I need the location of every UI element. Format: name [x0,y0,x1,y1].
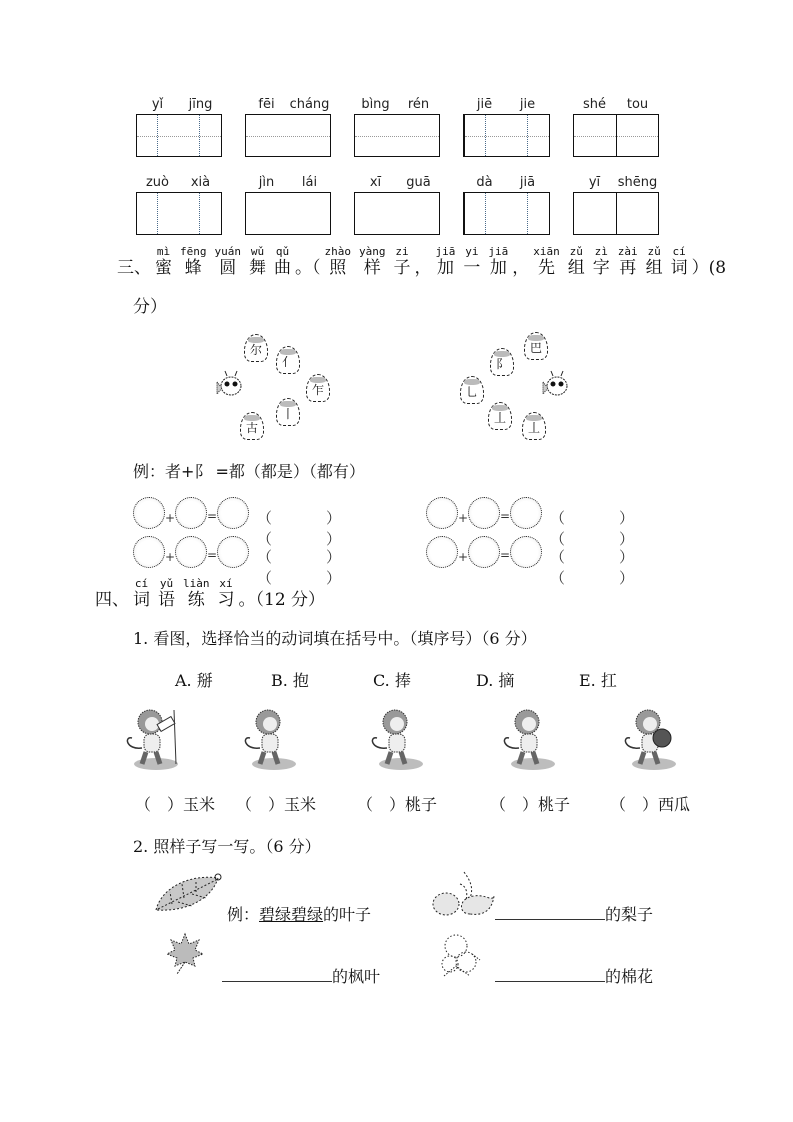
ruby-hanzi: ）(8 [691,258,727,278]
writing-grid[interactable] [354,114,440,157]
ruby-char [359,246,386,278]
answer-circle[interactable] [175,497,207,529]
ruby-hanzi: 照 [329,258,347,278]
honey-jar: 巴 [524,332,548,360]
q2-prompt: 2. 照样子写一写。（6 分） [133,837,321,856]
bee-icon [540,370,570,396]
honey-jar: 阝 [490,348,514,376]
example-underlined: 碧绿碧绿 [259,905,324,924]
pinyin-syllable: dà [476,175,493,190]
ruby-hanzi: 蜂 [184,258,202,278]
pinyin-syllable: yī [588,175,601,190]
pinyin [245,97,331,113]
ruby-hanzi: 圆 [219,258,237,278]
ruby-char [512,246,529,278]
ruby-hanzi: 练 [187,590,205,610]
ruby-hanzi: 。（ [295,258,321,278]
answer-line[interactable] [495,981,605,982]
ruby-char [215,246,242,278]
pinyin-syllable: jie [519,97,536,112]
ruby-hanzi: 舞 [249,258,266,278]
ruby-pinyin: zǔ [569,245,583,258]
honey-jar: 乍 [306,374,330,402]
answer-parens[interactable]: （ ）（ ） [550,509,643,548]
ruby-pinyin [512,246,529,258]
ruby-char [568,246,585,278]
answer-circle[interactable] [510,497,542,529]
pinyin [463,175,549,191]
pinyin-syllable: xī [369,175,382,190]
ruby-char [671,246,688,278]
answer-circle[interactable] [175,536,207,568]
ruby-pinyin: cí [134,577,149,590]
writing-grid[interactable] [573,114,659,157]
fill-verb-blank[interactable]: （ ）玉米 [236,795,317,814]
answer-circle[interactable] [426,497,458,529]
ruby-hanzi: 加 [436,258,454,278]
ruby-hanzi: 子 [393,258,411,278]
ruby-pinyin: cí [672,245,686,258]
q2-example [227,902,371,925]
ruby-pinyin [415,246,432,258]
answer-line[interactable] [495,919,605,920]
ruby-char [692,246,726,278]
ruby-hanzi: 组 [567,258,585,278]
ruby-pinyin: zài [617,245,638,258]
blank-cotton-label: 的棉花 [605,967,654,986]
blank-pear[interactable] [495,902,653,925]
verb-option: B. 抱 [271,671,309,690]
ruby-char [436,246,456,278]
ruby-hanzi: 词 [670,258,688,278]
blank-maple-label: 的枫叶 [332,967,381,986]
writing-grid[interactable] [573,192,659,235]
section3-heading [117,246,726,278]
word-equation[interactable] [426,536,686,587]
answer-parens[interactable]: （ ）（ ） [550,548,643,587]
honey-jar: 古 [240,412,264,440]
ruby-pinyin: mì [156,245,171,258]
word-equation[interactable] [426,497,686,548]
equals-sign: = [500,509,511,523]
ruby-hanzi: 一 [463,258,481,278]
ruby-hanzi: 加 [489,258,507,278]
pinyin-syllable: xià [190,175,211,190]
pinyin [136,175,222,191]
ruby-char [295,246,321,278]
section4-number: 四、 [95,590,129,610]
ruby-hanzi: 再 [619,258,637,278]
word-equation[interactable] [133,497,393,548]
ruby-pinyin [692,246,726,258]
blank-maple[interactable] [222,964,380,987]
section3-example: 例：者+阝 =都（都是）（都有） [133,462,365,481]
answer-circle[interactable] [426,536,458,568]
q1-prompt: 1. 看图，选择恰当的动词填在括号中。（填序号）（6 分） [133,629,537,648]
ruby-pinyin: yàng [359,245,386,258]
cotton-icon [436,930,486,980]
answer-circle[interactable] [468,536,500,568]
ruby-char [155,246,172,278]
honey-jar: 亻 [276,346,300,374]
ruby-pinyin: xiān [533,245,560,258]
pinyin [573,97,659,113]
ruby-hanzi: 样 [363,258,381,278]
pinyin-syllable: jīng [188,97,213,112]
ruby-char [133,578,150,610]
honey-jar: 丨 [276,398,300,426]
ruby-char [488,246,508,278]
pinyin-syllable: yǐ [151,97,164,112]
ruby-char [463,246,480,278]
equals-sign: = [207,509,218,523]
ruby-hanzi: ， [512,258,530,278]
monkey-picture [238,706,298,770]
ruby-hanzi: 蜜 [155,258,172,278]
pinyin-syllable: rén [407,97,430,112]
ruby-pinyin: qǔ [275,245,290,258]
ruby-char [158,578,175,610]
writing-grid[interactable] [136,192,222,235]
ruby-pinyin: zǔ [647,245,661,258]
pinyin-syllable: shēng [617,175,658,190]
answer-circle[interactable] [217,497,249,529]
pinyin [573,175,659,191]
pinyin-syllable: tou [626,97,649,112]
answer-parens[interactable]: （ ）（ ） [257,509,350,548]
example-label: 例： [227,905,260,924]
verb-option: A. 掰 [175,671,213,690]
ruby-pinyin: fēng [180,245,207,258]
fill-verb-blank[interactable]: （ ）桃子 [490,795,571,814]
ruby-pinyin: zhào [324,245,351,258]
plus-sign: + [458,511,469,525]
plus-sign: + [165,550,176,564]
plus-sign: + [458,550,469,564]
ruby-hanzi: 词 [133,590,150,610]
pinyin [245,175,331,191]
honey-jar: 尔 [244,334,268,362]
answer-line[interactable] [222,981,332,982]
ruby-hanzi: 语 [158,590,175,610]
pinyin-syllable: cháng [289,97,330,112]
pinyin [463,97,549,113]
ruby-char [180,246,207,278]
fill-verb-blank[interactable]: （ ）玉米 [135,795,216,814]
honey-jar: 丄 [522,412,546,440]
writing-grid[interactable] [245,192,331,235]
verb-option: E. 扛 [579,671,617,690]
verb-option: D. 摘 [476,671,515,690]
answer-circle[interactable] [133,536,165,568]
ruby-pinyin: liàn [183,577,210,590]
ruby-hanzi: ， [414,258,432,278]
answer-circle[interactable] [468,497,500,529]
ruby-char [415,246,432,278]
writing-grid[interactable] [136,114,222,157]
ruby-hanzi: 。（12 分） [238,590,326,610]
fill-verb-blank[interactable]: （ ）桃子 [357,795,438,814]
ruby-pinyin: yi [465,245,479,258]
ruby-pinyin: xí [219,577,233,590]
ruby-pinyin: jiā [435,245,456,258]
pinyin-syllable: shé [582,97,606,112]
ruby-hanzi: 组 [645,258,663,278]
plus-sign: + [165,511,176,525]
ruby-pinyin: zi [395,245,409,258]
ruby-char [274,246,291,278]
ruby-pinyin [295,246,321,258]
ruby-char [533,246,560,278]
equals-sign: = [500,548,511,562]
monkey-picture [497,706,557,770]
answer-circle[interactable] [217,536,249,568]
writing-grid[interactable] [245,114,331,157]
blank-cotton[interactable] [495,964,653,987]
ruby-pinyin: yǔ [159,577,174,590]
maple-leaf-icon [165,932,205,976]
answer-parens[interactable]: （ ）（ ） [257,548,350,587]
example-rest: 的叶子 [323,905,372,924]
section4-heading [95,578,325,610]
monkey-picture [365,706,425,770]
ruby-hanzi: 字 [592,258,610,278]
writing-grid[interactable] [463,192,550,235]
pinyin-syllable: jìn [258,175,275,190]
ruby-char [646,246,663,278]
ruby-char [394,246,411,278]
ruby-char [239,578,326,610]
ruby-char [618,246,638,278]
bee-icon [214,370,244,396]
pinyin-syllable: guā [406,175,431,190]
ruby-char [325,246,352,278]
ruby-hanzi: 先 [538,258,555,278]
blank-pear-label: 的梨子 [605,905,654,924]
ruby-hanzi: 习 [217,590,235,610]
monkey-picture [618,706,678,770]
pinyin-syllable: zuò [145,175,170,190]
section3-score-wrap: 分） [133,297,167,317]
pinyin-syllable: fēi [258,97,275,112]
ruby-pinyin: yuán [214,245,241,258]
equals-sign: = [207,548,218,562]
monkey-picture [120,706,180,770]
answer-circle[interactable] [133,497,165,529]
pinyin [136,97,222,113]
ruby-pinyin: zì [594,245,608,258]
writing-grid[interactable] [354,192,440,235]
pear-icon [430,870,496,918]
pinyin [354,97,440,113]
honey-jar: 丄 [488,402,512,430]
ruby-char [249,246,266,278]
honey-jar: 乚 [460,376,484,404]
ruby-pinyin: jiā [488,245,509,258]
pinyin-syllable: bìng [361,97,390,112]
ruby-hanzi: 曲 [274,258,291,278]
answer-circle[interactable] [510,536,542,568]
verb-option: C. 捧 [373,671,411,690]
pinyin [354,175,440,191]
fill-verb-blank[interactable]: （ ）西瓜 [610,795,691,814]
pinyin-syllable: jiē [476,97,493,112]
writing-grid[interactable] [463,114,550,157]
ruby-char [183,578,210,610]
ruby-char [593,246,610,278]
section3-number: 三、 [117,258,151,278]
ruby-char [218,578,235,610]
pinyin-syllable: jiā [519,175,536,190]
ruby-pinyin: wǔ [250,245,265,258]
pinyin-syllable: lái [301,175,318,190]
leaf-icon [152,872,224,914]
ruby-pinyin [239,578,326,590]
